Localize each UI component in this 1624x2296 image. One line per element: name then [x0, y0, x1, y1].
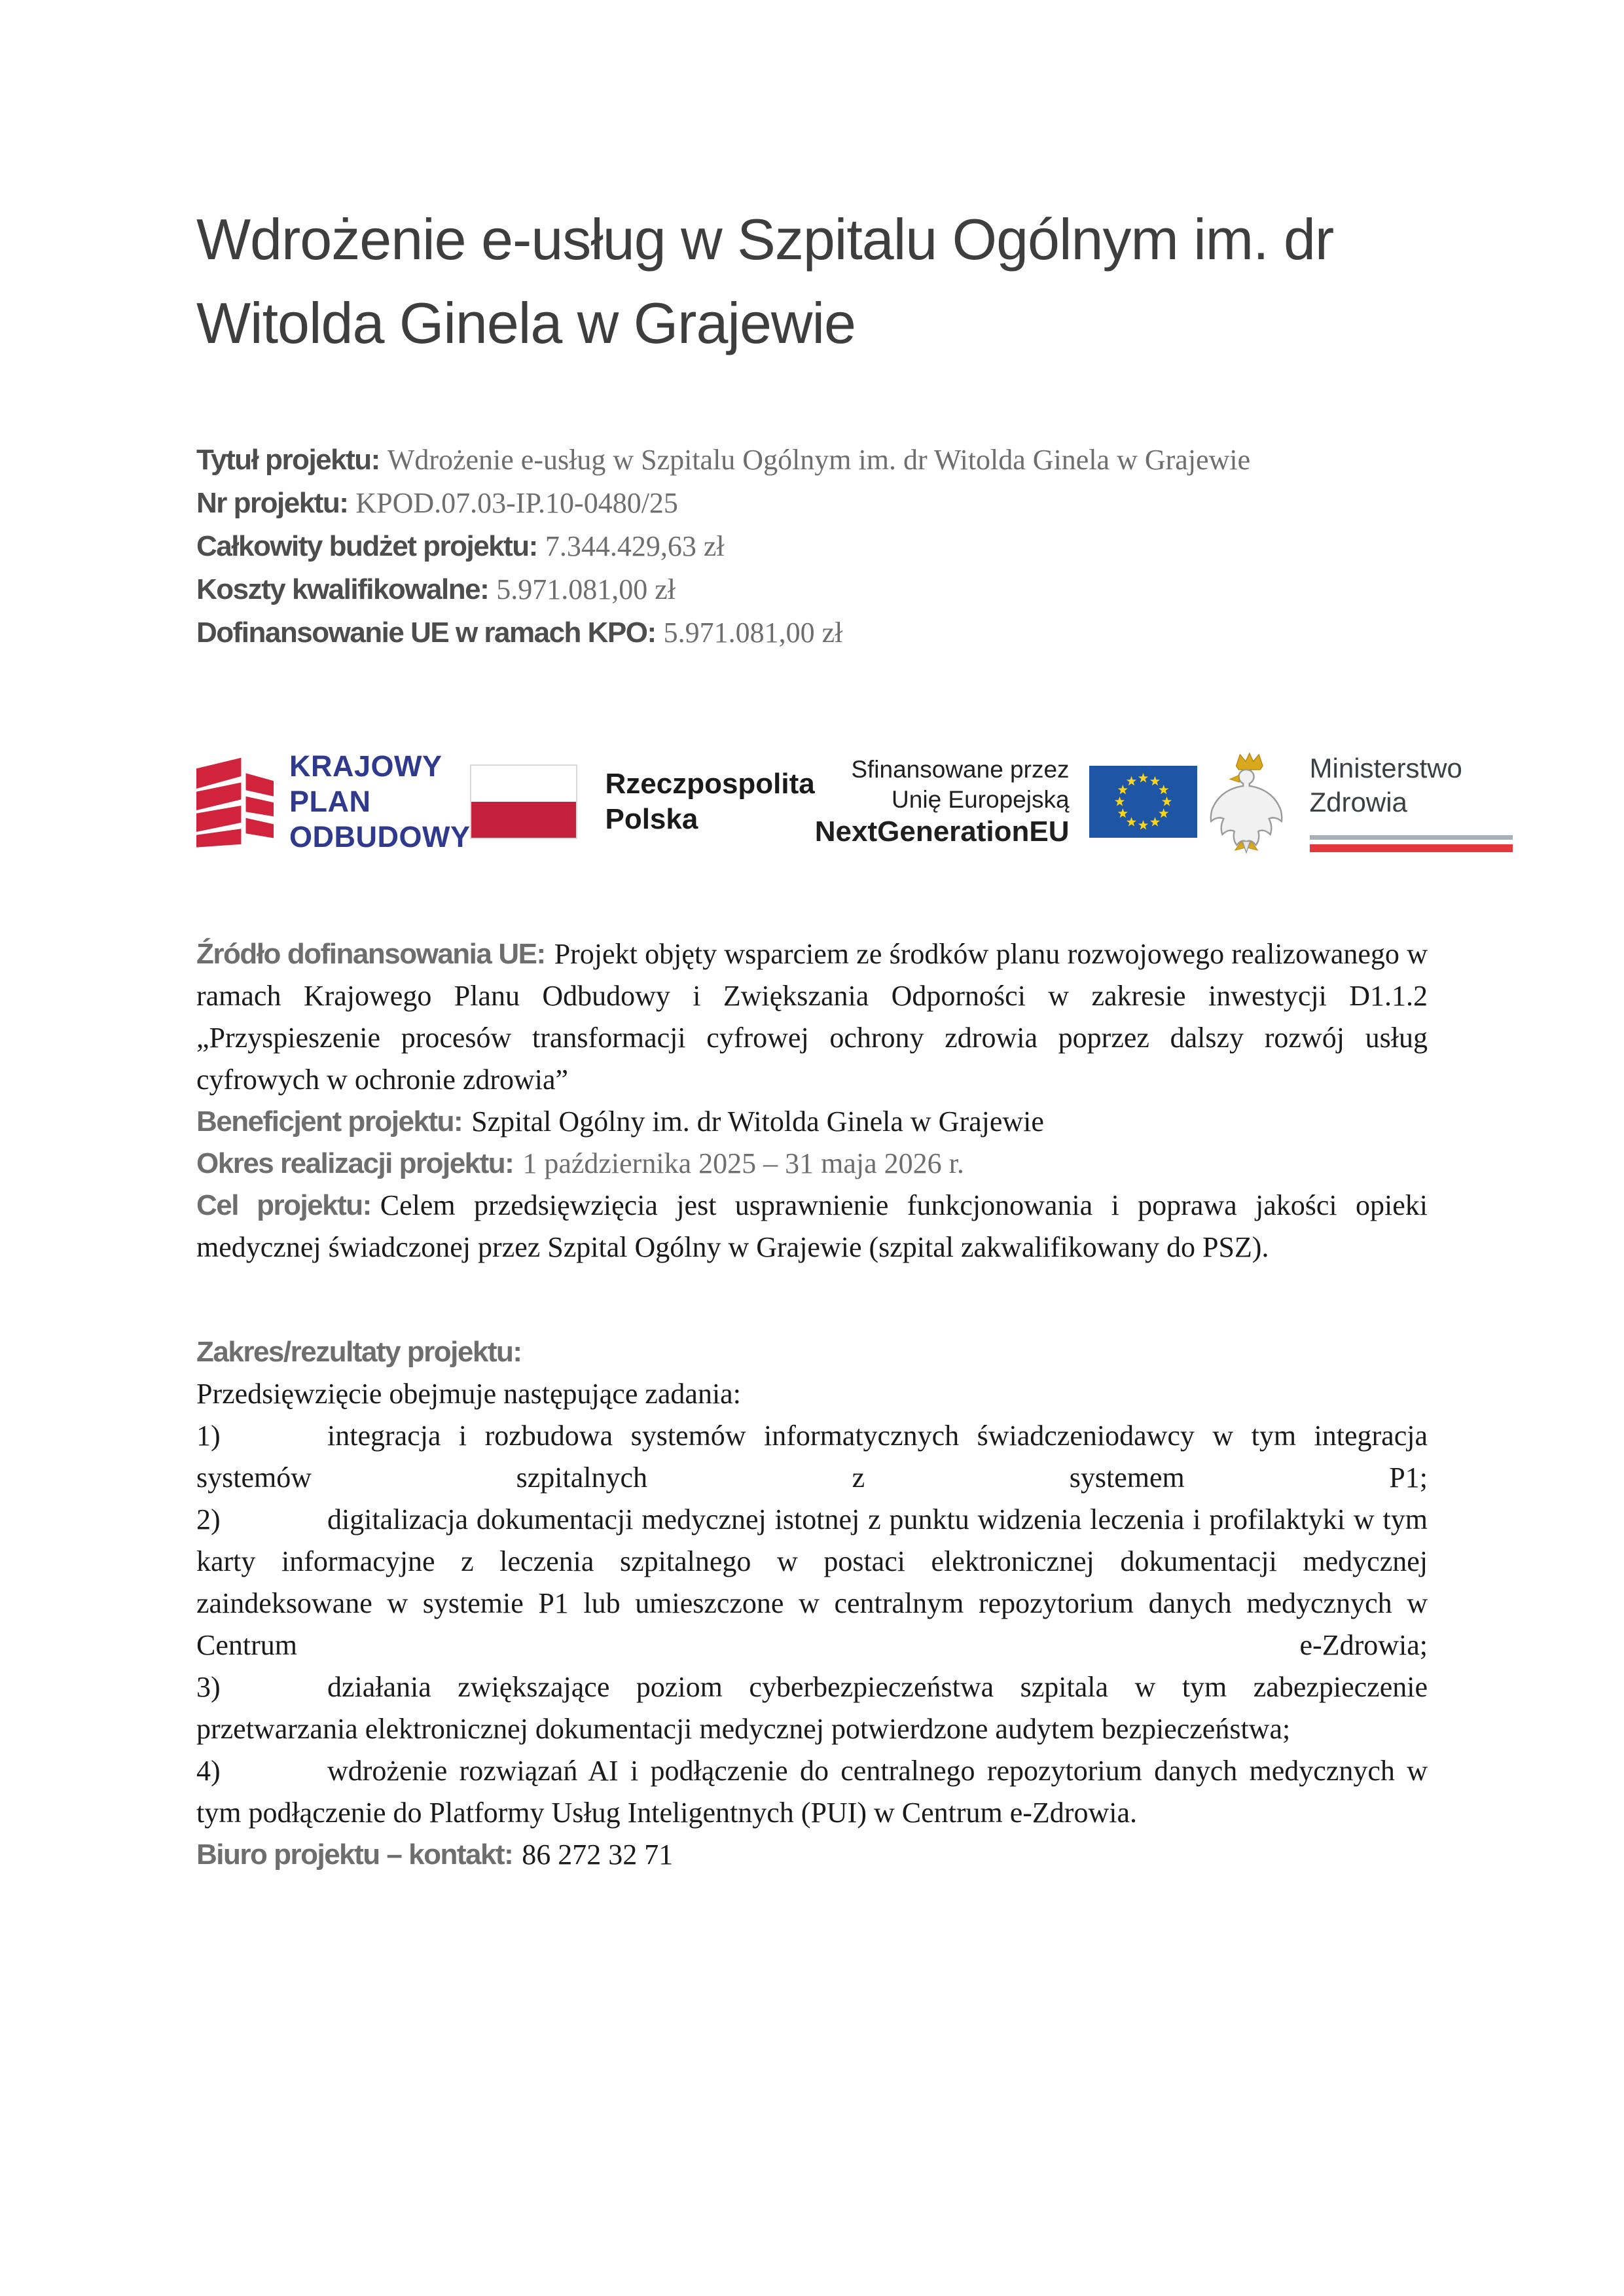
detail-row-title: [196, 439, 1428, 482]
detail-label: Dofinansowanie UE w ramach KPO:: [196, 617, 656, 649]
scope-item-number: 4): [196, 1755, 221, 1787]
page-title: Wdrożenie e-usług w Szpitalu Ogólnym im. dr Witolda Ginela w Grajewie: [196, 207, 1334, 355]
detail-label: Całkowity budżet projektu:: [196, 530, 537, 562]
scope-item-text: digitalizacja dokumentacji medycznej istotnej z punktu widzenia leczenia i profilaktyki w tym karty informacyjne z leczenia szpitalnego w postaci elektronicznej dokumentacji medycznej zaindeksowane w systemie P1 lub umieszczone w centralnym repozytorium danych medycznych w Centrum e-Zdrowia;: [196, 1503, 1428, 1661]
ministry-stripe-red: [1310, 844, 1513, 852]
scope-section: [196, 1331, 1428, 1834]
detail-value: 7.344.429,63 zł: [545, 530, 725, 562]
detail-value: KPOD.07.03-IP.10-0480/25: [355, 487, 678, 519]
kpo-icon: [196, 756, 274, 848]
detail-row-eu-funding: [196, 611, 1428, 655]
period-line: [196, 1143, 1428, 1185]
scope-item-text: integracja i rozbudowa systemów informatycznych świadczeniodawcy w tym integracja systemów szpitalnych z systemem P1;: [196, 1420, 1428, 1494]
scope-item-4: [196, 1750, 1428, 1834]
detail-row-eligible-costs: [196, 568, 1428, 611]
scope-item-2: [196, 1499, 1428, 1666]
funding-source-paragraph: [196, 933, 1428, 1101]
detail-row-number: [196, 482, 1428, 525]
scope-item-text: wdrożenie rozwiązań AI i podłączenie do centralnego repozytorium danych medycznych w tym podłączenie do Platformy Usług Inteligentnych (PUI) w Centrum e-Zdrowia.: [196, 1755, 1428, 1829]
office-contact-line: [196, 1834, 1428, 1876]
poland-wordmark: [605, 766, 814, 837]
beneficiary-value: Szpital Ogólny im. dr Witolda Ginela w Grajewie: [471, 1105, 1044, 1138]
scope-intro: Przedsięwzięcie obejmuje następujące zadania:: [196, 1378, 741, 1410]
scope-item-number: 1): [196, 1420, 221, 1452]
beneficiary-line: [196, 1101, 1428, 1143]
eu-caption: [815, 755, 1070, 849]
kpo-wordmark: [289, 749, 470, 855]
scope-item-text: działania zwiększające poziom cyberbezpieczeństwa szpitala w tym zabezpieczenie przetwarzania elektronicznej dokumentacji medycznej potwierdzone audytem bezpieczeństwa;: [196, 1671, 1428, 1745]
ministry-of-health-logo: [1197, 749, 1513, 854]
goal-paragraph: [196, 1185, 1428, 1268]
office-contact-value: 86 272 32 71: [522, 1839, 674, 1871]
period-label: Okres realizacji projektu:: [196, 1147, 514, 1179]
detail-value: 5.971.081,00 zł: [496, 573, 676, 605]
eu-flag-icon: [1089, 766, 1197, 838]
detail-label: Nr projektu:: [196, 487, 348, 519]
poland-flag-icon: [470, 764, 577, 839]
scope-label: Zakres/rezultaty projektu:: [196, 1336, 522, 1368]
kpo-line: KRAJOWY: [289, 749, 442, 783]
goal-label: Cel projektu:: [196, 1189, 371, 1221]
office-contact-label: Biuro projektu – kontakt:: [196, 1839, 513, 1871]
ministry-line: Zdrowia: [1309, 787, 1407, 817]
polish-eagle-icon: [1197, 749, 1295, 854]
period-value: 1 października 2025 – 31 maja 2026 r.: [522, 1147, 964, 1179]
eu-caption-line: Unię Europejską: [892, 786, 1070, 813]
project-details: [196, 439, 1428, 655]
eu-caption-line: Sfinansowane przez: [851, 756, 1070, 783]
poland-line: Polska: [605, 803, 698, 835]
detail-label: Tytuł projektu:: [196, 444, 380, 476]
ministry-wordmark: [1310, 751, 1513, 852]
ministry-stripe-gray: [1310, 835, 1513, 840]
kpo-line: ODBUDOWY: [289, 820, 471, 853]
scope-item-3: [196, 1666, 1428, 1750]
funding-source-text: Projekt objęty wsparciem ze środków planu rozwojowego realizowanego w ramach Krajowego Planu Odbudowy i Zwiększania Odporności w zakresie inwestycji D1.1.2 „Przyspieszenie procesów transformacji cyfrowej ochrony zdrowia poprzez dalszy rozwój usług cyfrowych w ochronie zdrowia”: [196, 938, 1428, 1096]
ministry-line: Ministerstwo: [1309, 753, 1462, 783]
logo-strip: [196, 733, 1462, 870]
beneficiary-label: Beneficjent projektu:: [196, 1105, 463, 1138]
funding-source-label: Źródło dofinansowania UE:: [196, 938, 545, 970]
detail-value: 5.971.081,00 zł: [663, 617, 843, 649]
poland-logo: [470, 764, 814, 839]
kpo-logo: [196, 749, 470, 855]
eu-nextgeneration-line: NextGenerationEU: [814, 816, 1070, 848]
goal-text: Celem przedsięwzięcia jest usprawnienie funkcjonowania i poprawa jakości opieki medycznej świadczonej przez Szpital Ogólny w Grajewie (szpital zakwalifikowany do PSZ).: [196, 1189, 1428, 1263]
poland-line: Rzeczpospolita: [605, 768, 815, 800]
scope-item-number: 2): [196, 1503, 221, 1535]
scope-item-number: 3): [196, 1671, 221, 1703]
detail-row-budget: [196, 525, 1428, 568]
ministry-stripes: [1310, 835, 1513, 852]
scope-item-1: [196, 1415, 1428, 1499]
detail-label: Koszty kwalifikowalne:: [196, 573, 489, 605]
detail-value: Wdrożenie e-usług w Szpitalu Ogólnym im. dr Witolda Ginela w Grajewie: [387, 444, 1251, 476]
kpo-line: PLAN: [289, 785, 371, 818]
eu-logo: [815, 755, 1197, 849]
scope-heading: [196, 1331, 1428, 1373]
